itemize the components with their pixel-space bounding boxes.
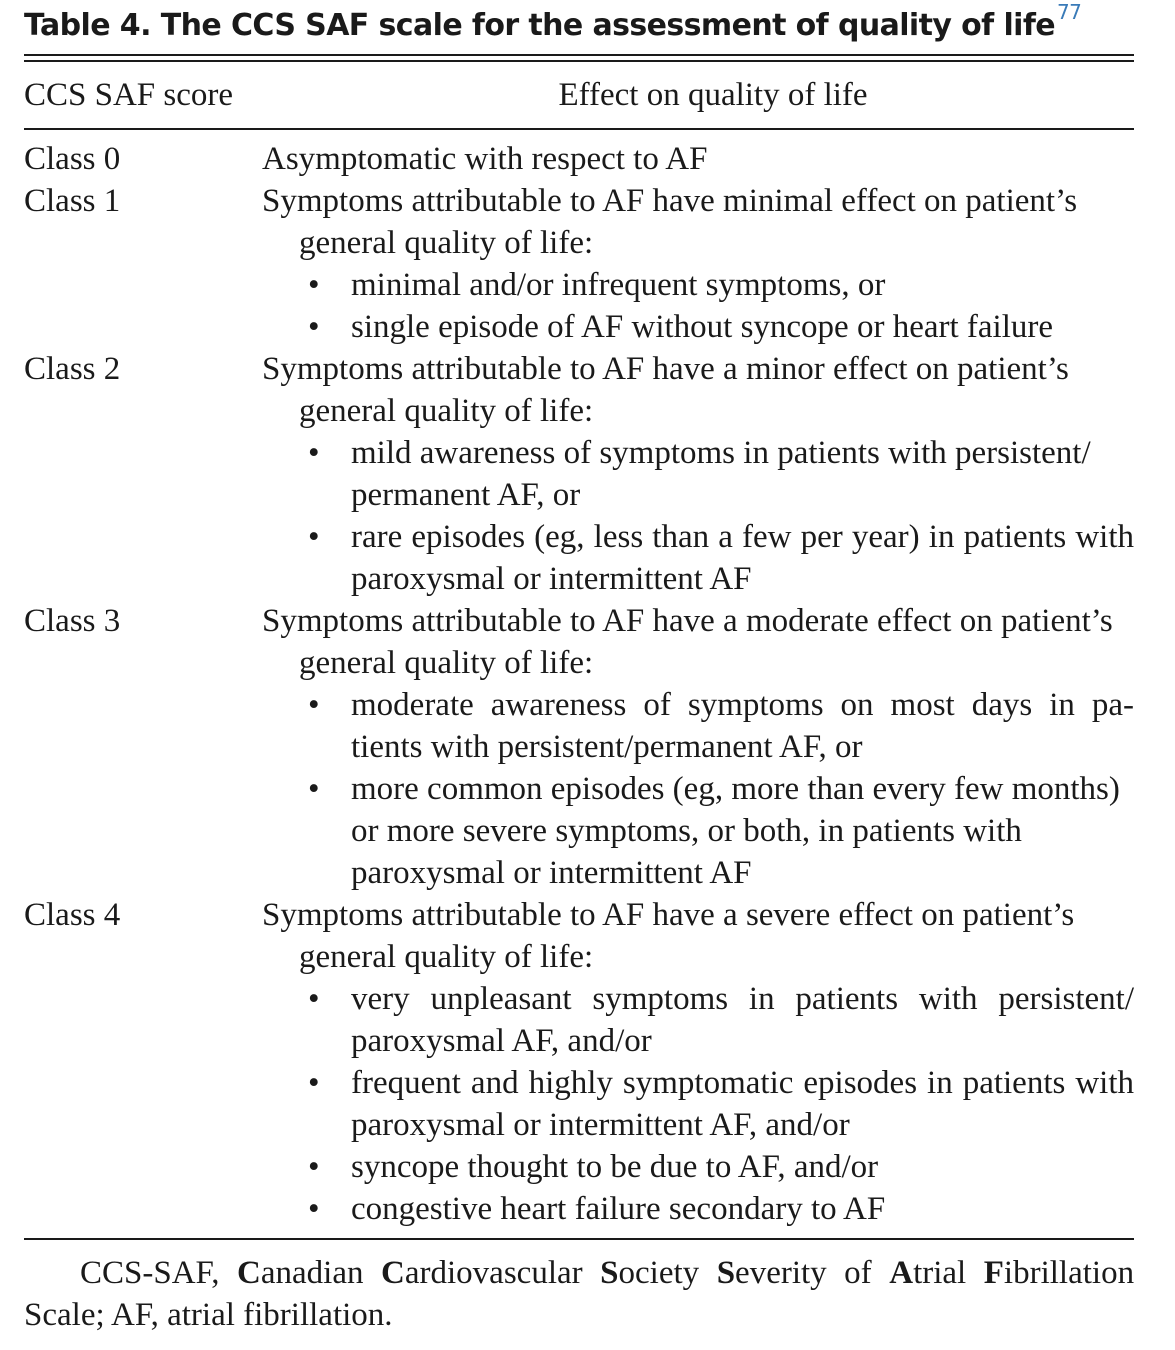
- header-ccs-saf-score: CCS SAF score: [24, 77, 234, 113]
- footnote-word: trial: [913, 1255, 967, 1291]
- class-label: Class 3: [24, 603, 121, 639]
- list-item: [262, 264, 1134, 306]
- footnote-word: anadian: [260, 1255, 364, 1291]
- bullet-text: rare episodes (eg, less than a few per year) in patients with paroxysmal or intermittent AF: [351, 519, 1134, 597]
- caption-title: The CCS SAF scale for the assessment of quality of life: [160, 8, 1056, 43]
- acronym-letter: C: [237, 1255, 261, 1291]
- bullet-icon: •: [308, 1065, 320, 1101]
- bullet-icon: •: [308, 519, 320, 555]
- class-label: Class 1: [24, 183, 121, 219]
- list-item: [262, 684, 1134, 768]
- table-footnote: [24, 1252, 1134, 1336]
- class-label: Class 2: [24, 351, 121, 387]
- bullet-text: frequent and highly symptomatic episodes in patients with paroxysmal or intermittent AF, and/or: [351, 1065, 1134, 1143]
- footnote-word: ociety: [618, 1255, 700, 1291]
- top-double-rule: [24, 54, 1134, 62]
- bullet-icon: •: [308, 687, 320, 723]
- table-row-class-3: [24, 600, 1134, 894]
- bullet-icon: •: [308, 1149, 320, 1185]
- acronym-letter: S: [716, 1255, 736, 1291]
- bullet-icon: •: [308, 267, 320, 303]
- footnote-word: ibrillation: [1003, 1255, 1135, 1291]
- bottom-rule: [24, 1238, 1134, 1240]
- bullet-text: moderate awareness of symptoms on most days in pa-tients with persistent/permanent AF, or: [351, 687, 1134, 765]
- bullet-icon: •: [308, 1191, 320, 1227]
- caption-reference-link[interactable]: 77: [1057, 0, 1082, 24]
- acronym-letter: F: [983, 1255, 1004, 1291]
- bullet-text: congestive heart failure secondary to AF: [351, 1191, 886, 1227]
- footnote-word: everity of: [735, 1255, 872, 1291]
- acronym-letter: C: [381, 1255, 405, 1291]
- footnote-rest: Scale; AF, atrial fibrillation.: [24, 1297, 393, 1333]
- bullet-text: minimal and/or infrequent symptoms, or: [351, 267, 886, 303]
- table-row-class-0: [24, 138, 1134, 180]
- list-item: [262, 768, 1134, 894]
- class-label: Class 0: [24, 141, 121, 177]
- table-row-class-2: [24, 348, 1134, 600]
- caption-label: Table 4.: [24, 8, 151, 43]
- list-item: [262, 1062, 1134, 1146]
- bullet-text: single episode of AF without syncope or heart failure: [351, 309, 1054, 345]
- list-item: [262, 1188, 1134, 1230]
- class-label: Class 4: [24, 897, 121, 933]
- bullet-text: more common episodes (eg, more than every few months) or more severe symptoms, or both, in patients with paroxysmal or intermittent AF: [351, 771, 1120, 891]
- table-body: [24, 130, 1134, 1238]
- footnote-abbreviation: CCS-SAF,: [80, 1255, 220, 1291]
- acronym-letter: S: [600, 1255, 619, 1291]
- bullet-icon: •: [308, 309, 320, 345]
- bullet-icon: •: [308, 435, 320, 471]
- class-description: Symptoms attributable to AF have a severe effect on patient’s general quality of life:: [262, 897, 1075, 975]
- table-4: [24, 0, 1134, 1336]
- class-description: Asymptomatic with respect to AF: [262, 141, 708, 177]
- table-header: [24, 62, 1134, 128]
- list-item: [262, 432, 1134, 516]
- bullet-text: mild awareness of symptoms in patients with persistent/ permanent AF, or: [351, 435, 1091, 513]
- table-row-class-1: [24, 180, 1134, 348]
- bullet-text: syncope thought to be due to AF, and/or: [351, 1149, 879, 1185]
- bullet-icon: •: [308, 981, 320, 1017]
- list-item: [262, 516, 1134, 600]
- bullet-icon: •: [308, 771, 320, 807]
- footnote-word: ardiovascular: [404, 1255, 583, 1291]
- class-description: Symptoms attributable to AF have minimal effect on patient’s general quality of life:: [262, 183, 1078, 261]
- bullet-text: very unpleasant symptoms in patients with persistent/ paroxysmal AF, and/or: [351, 981, 1134, 1059]
- header-effect-on-quality-of-life: Effect on quality of life: [558, 77, 868, 113]
- list-item: [262, 978, 1134, 1062]
- list-item: [262, 306, 1134, 348]
- list-item: [262, 1146, 1134, 1188]
- acronym-letter: A: [889, 1255, 914, 1291]
- table-row-class-4: [24, 894, 1134, 1230]
- class-description: Symptoms attributable to AF have a moderate effect on patient’s general quality of life:: [262, 603, 1113, 681]
- class-description: Symptoms attributable to AF have a minor effect on patient’s general quality of life:: [262, 351, 1069, 429]
- table-caption: [24, 0, 1134, 50]
